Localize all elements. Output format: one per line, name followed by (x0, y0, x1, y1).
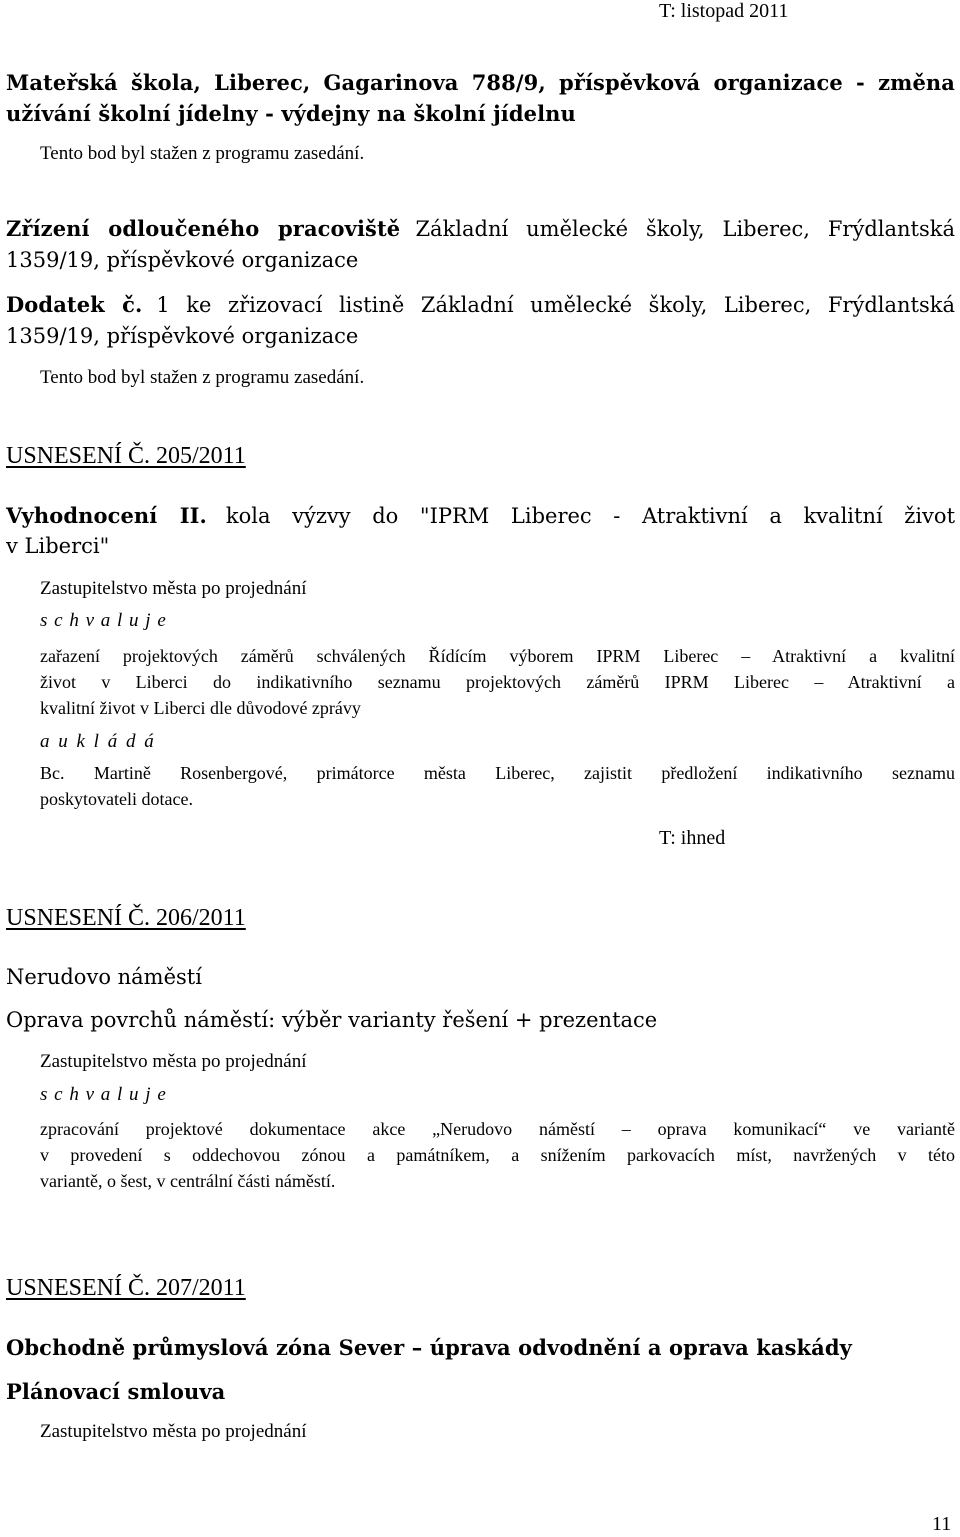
resolution-207-heading: USNESENÍ Č. 207/2011 (6, 1275, 246, 1301)
resolution-206-body-line2: v provedení s oddechovou zónou a památníkem, a snížením parkovacích míst, navržených v této (40, 1145, 955, 1165)
item-zus-title-line1 (6, 216, 955, 241)
resolution-205-task-line1: Bc. Martině Rosenbergové, primátorce města Liberec, zajistit předložení indikativního seznamu (40, 763, 955, 783)
item-ms-title-line2: užívání školní jídelny - výdejny na školní jídelnu (6, 101, 576, 126)
resolution-205-deadline: T: ihned (659, 827, 726, 849)
item-zus-title-bold: Zřízení odloučeného pracoviště (6, 216, 401, 241)
resolution-207-intro: Zastupitelstvo města po projednání (40, 1421, 307, 1442)
item-zus-addendum-bold: Dodatek č. (6, 292, 143, 317)
resolution-205-title-line2: v Liberci" (6, 534, 110, 558)
resolution-206-title: Oprava povrchů náměstí: výběr varianty řešení + prezentace (6, 1008, 658, 1032)
item-ms-note: Tento bod byl stažen z programu zasedání. (40, 143, 365, 164)
resolution-207-subtitle: Plánovací smlouva (6, 1379, 226, 1404)
resolution-207-title: Obchodně průmyslová zóna Sever – úprava odvodnění a oprava kaskády (6, 1335, 852, 1360)
item-zus-title-normal: Základní umělecké školy, Liberec, Frýdlantská (415, 217, 955, 241)
resolution-205-body-line3: kvalitní život v Liberci dle důvodové zprávy (40, 698, 361, 718)
resolution-206-subject: Nerudovo náměstí (6, 965, 202, 989)
resolution-206-body-line3: variantě, o šest, v centrální části náměstí. (40, 1171, 336, 1191)
resolution-206-body-line1: zpracování projektové dokumentace akce „Nerudovo náměstí – oprava komunikací“ ve variantě (40, 1119, 955, 1139)
page-number: 11 (932, 1513, 952, 1535)
item-zus-addendum-line1 (6, 292, 955, 317)
resolution-205-heading: USNESENÍ Č. 205/2011 (6, 443, 246, 469)
resolution-206-intro: Zastupitelstvo města po projednání (40, 1051, 307, 1072)
item-zus-note: Tento bod byl stažen z programu zasedání. (40, 367, 365, 388)
resolution-205-approves: s c h v a l u j e (40, 610, 167, 631)
header-term: T: listopad 2011 (659, 0, 789, 22)
resolution-205-title-normal: kola výzvy do "IPRM Liberec - Atraktivní a kvalitní život (225, 504, 956, 528)
item-zus-addendum-line2: 1359/19, příspěvkové organizace (6, 324, 359, 348)
item-zus-addendum-normal: 1 ke zřizovací listině Základní umělecké školy, Liberec, Frýdlantská (156, 293, 956, 317)
item-ms-title-line1: Mateřská škola, Liberec, Gagarinova 788/9, příspěvková organizace - změna (6, 70, 955, 95)
resolution-206-approves: s c h v a l u j e (40, 1084, 167, 1105)
resolution-205-intro: Zastupitelstvo města po projednání (40, 578, 307, 599)
resolution-205-body-line2: život v Liberci do indikativního seznamu projektových záměrů IPRM Liberec – Atraktivní a (40, 672, 955, 692)
resolution-205-body-line1: zařazení projektových záměrů schválených Řídícím výborem IPRM Liberec – Atraktivní a kvalitní (40, 646, 955, 666)
resolution-205-orders: a u k l á d á (40, 731, 156, 752)
resolution-206-heading: USNESENÍ Č. 206/2011 (6, 905, 246, 931)
resolution-205-title-line1 (6, 503, 955, 528)
resolution-205-title-bold: Vyhodnocení II. (6, 503, 207, 528)
resolution-205-task-line2: poskytovateli dotace. (40, 789, 193, 809)
item-zus-title-line2: 1359/19, příspěvkové organizace (6, 248, 359, 272)
